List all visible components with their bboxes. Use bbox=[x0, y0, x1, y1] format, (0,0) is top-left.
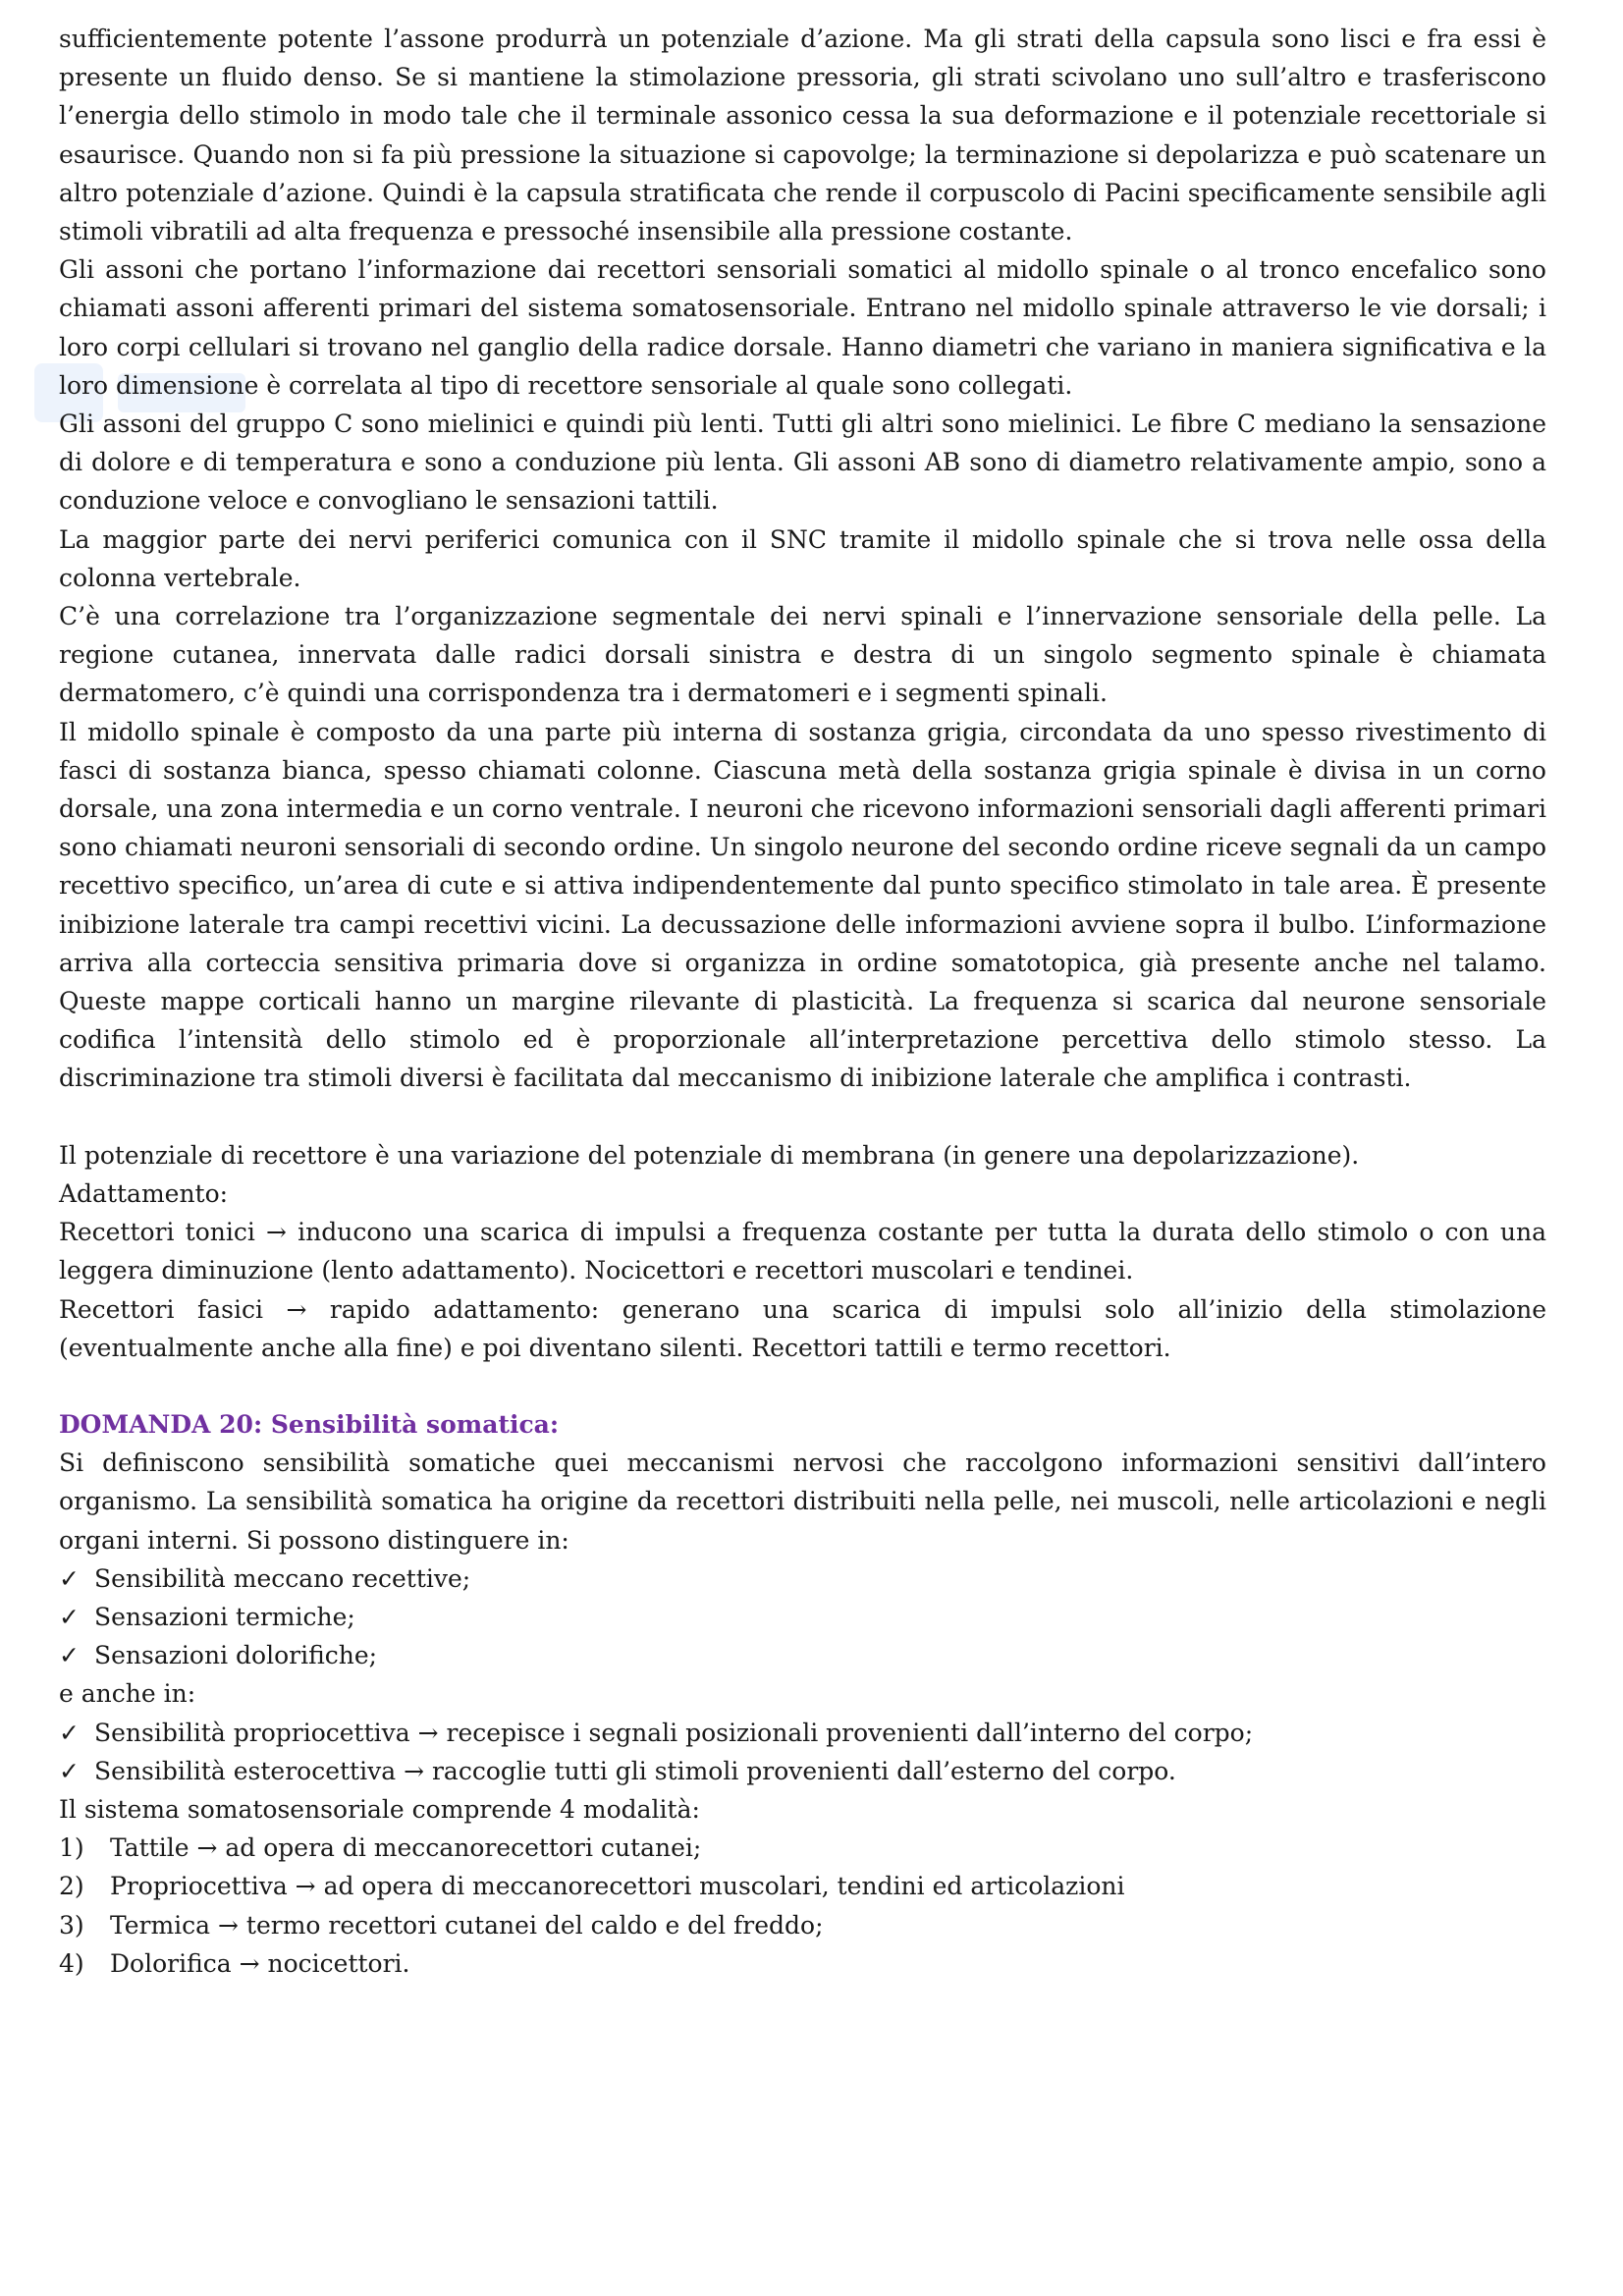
paragraph: Recettori fasici → rapido adattamento: generano una scarica di impulsi solo all’inizio della stimolazione (eventualmente anche alla fine) e poi diventano silenti. Recettori tattili e termo recettori. bbox=[59, 1294, 1546, 1362]
list-item-text: Sensibilità esterocettiva → raccoglie tutti gli stimoli provenienti dall’esterno del corpo. bbox=[94, 1756, 1176, 1785]
paragraph: Il sistema somatosensoriale comprende 4 modalità: bbox=[59, 1794, 700, 1824]
section-intro: Si definiscono sensibilità somatiche quei meccanismi nervosi che raccolgono informazioni sensitivi dall’intero organismo. La sensibilità somatica ha origine da recettori distribuiti nella pelle, nei muscoli, nelle articolazioni e negli organi interni. Si possono distinguere in: bbox=[59, 1449, 1546, 1555]
paragraph: Adattamento: bbox=[59, 1178, 229, 1208]
list-item-text: Dolorifica → nocicettori. bbox=[110, 1948, 410, 1978]
check-icon: ✓ bbox=[59, 1602, 80, 1631]
paragraph: Il midollo spinale è composto da una parte più interna di sostanza grigia, circondata da uno spesso rivestimento di fasci di sostanza bianca, spesso chiamati colonne. Ciascuna metà della sostanza grigia spinale è divisa in un corno dorsale, una zona intermedia e un corno ventrale. I neuroni che ricevono informazioni sensoriali dagli afferenti primari sono chiamati neuroni sensoriali di secondo ordine. Un singolo neurone del secondo ordine riceve segnali da un campo recettivo specifico, un’area di cute e si attiva indipendentemente dal punto specifico stimolato in tale area. È presente inibizione laterale tra campi recettivi vicini. La decussazione delle informazioni avviene sopra il bulbo. L’informazione arriva alla corteccia sensitiva primaria dove si organizza in ordine somatotopica, già presente anche nel talamo. Queste mappe corticali hanno un margine rilevante di plasticità. La frequenza si scarica dal neurone sensoriale codifica l’intensità dello stimolo ed è proporzionale all’interpretazione percettiva dello stimolo stesso. La discriminazione tra stimoli diversi è facilitata dal meccanismo di inibizione laterale che amplifica i contrasti. bbox=[59, 717, 1546, 1093]
list-item bbox=[59, 1636, 1546, 1674]
checklist bbox=[59, 1714, 1546, 1790]
paragraph: C’è una correlazione tra l’organizzazione segmentale dei nervi spinali e l’innervazione sensoriale della pelle. La regione cutanea, innervata dalle radici dorsali sinistra e destra di un singolo segmento spinale è chiamata dermatomero, c’è quindi una corrispondenza tra i dermatomeri e i segmenti spinali. bbox=[59, 602, 1546, 708]
list-item-text: Sensibilità meccano recettive; bbox=[94, 1563, 471, 1593]
list-item bbox=[59, 1829, 1546, 1867]
document-page bbox=[59, 20, 1546, 1983]
list-item bbox=[59, 1598, 1546, 1636]
list-number: 4) bbox=[59, 1948, 84, 1978]
list-number: 1) bbox=[59, 1833, 84, 1863]
list-item-text: Sensazioni dolorifiche; bbox=[94, 1641, 378, 1670]
list-item bbox=[59, 1944, 1546, 1983]
blank-line bbox=[59, 1367, 1546, 1405]
list-item-text: Sensazioni termiche; bbox=[94, 1602, 355, 1631]
list-item bbox=[59, 1867, 1546, 1905]
list-item-text: Termica → termo recettori cutanei del caldo e del freddo; bbox=[110, 1910, 824, 1940]
checklist bbox=[59, 1559, 1546, 1675]
paragraph: e anche in: bbox=[59, 1679, 196, 1709]
list-item bbox=[59, 1906, 1546, 1944]
paragraph: La maggior parte dei nervi periferici comunica con il SNC tramite il midollo spinale che si trova nelle ossa della colonna vertebrale. bbox=[59, 524, 1546, 592]
paragraph: Recettori tonici → inducono una scarica di impulsi a frequenza costante per tutta la durata dello stimolo o con una leggera diminuzione (lento adattamento). Nocicettori e recettori muscolari e tendinei. bbox=[59, 1218, 1546, 1285]
check-icon: ✓ bbox=[59, 1718, 80, 1747]
check-icon: ✓ bbox=[59, 1563, 80, 1593]
list-item bbox=[59, 1752, 1546, 1790]
check-icon: ✓ bbox=[59, 1756, 80, 1785]
list-number: 2) bbox=[59, 1872, 84, 1901]
list-number: 3) bbox=[59, 1910, 84, 1940]
list-item-text: Sensibilità propriocettiva → recepisce i segnali posizionali provenienti dall’interno del corpo; bbox=[94, 1718, 1254, 1747]
check-icon: ✓ bbox=[59, 1641, 80, 1670]
blank-line bbox=[59, 1098, 1546, 1136]
paragraph: sufficientemente potente l’assone produrrà un potenziale d’azione. Ma gli strati della capsula sono lisci e fra essi è presente un fluido denso. Se si mantiene la stimolazione pressoria, gli strati scivolano uno sull’altro e trasferiscono l’energia dello stimolo in modo tale che il terminale assonico cessa la sua deformazione e il potenziale recettoriale si esaurisce. Quando non si fa più pressione la situazione si capovolge; la terminazione si depolarizza e può scatenare un altro potenziale d’azione. Quindi è la capsula stratificata che rende il corpuscolo di Pacini specificamente sensibile agli stimoli vibratili ad alta frequenza e pressoché insensibile alla pressione costante. bbox=[59, 25, 1546, 246]
paragraph: Gli assoni del gruppo C sono mielinici e quindi più lenti. Tutti gli altri sono mielinici. Le fibre C mediano la sensazione di dolore e di temperatura e sono a conduzione più lenta. Gli assoni AB sono di diametro relativamente ampio, sono a conduzione veloce e convogliano le sensazioni tattili. bbox=[59, 410, 1546, 516]
section-heading: DOMANDA 20: Sensibilità somatica: bbox=[59, 1409, 560, 1439]
paragraph: Gli assoni che portano l’informazione dai recettori sensoriali somatici al midollo spinale o al tronco encefalico sono chiamati assoni afferenti primari del sistema somatosensoriale. Entrano nel midollo spinale attraverso le vie dorsali; i loro corpi cellulari si trovano nel ganglio della radice dorsale. Hanno diametri che variano in maniera significativa e la loro dimensione è correlata al tipo di recettore sensoriale al quale sono collegati. bbox=[59, 255, 1546, 400]
list-item bbox=[59, 1714, 1546, 1752]
numbered-list bbox=[59, 1829, 1546, 1983]
paragraph: Il potenziale di recettore è una variazione del potenziale di membrana (in genere una depolarizzazione). bbox=[59, 1140, 1360, 1170]
list-item bbox=[59, 1559, 1546, 1598]
list-item-text: Tattile → ad opera di meccanorecettori cutanei; bbox=[110, 1833, 702, 1863]
list-item-text: Propriocettiva → ad opera di meccanorecettori muscolari, tendini ed articolazioni bbox=[110, 1872, 1125, 1901]
